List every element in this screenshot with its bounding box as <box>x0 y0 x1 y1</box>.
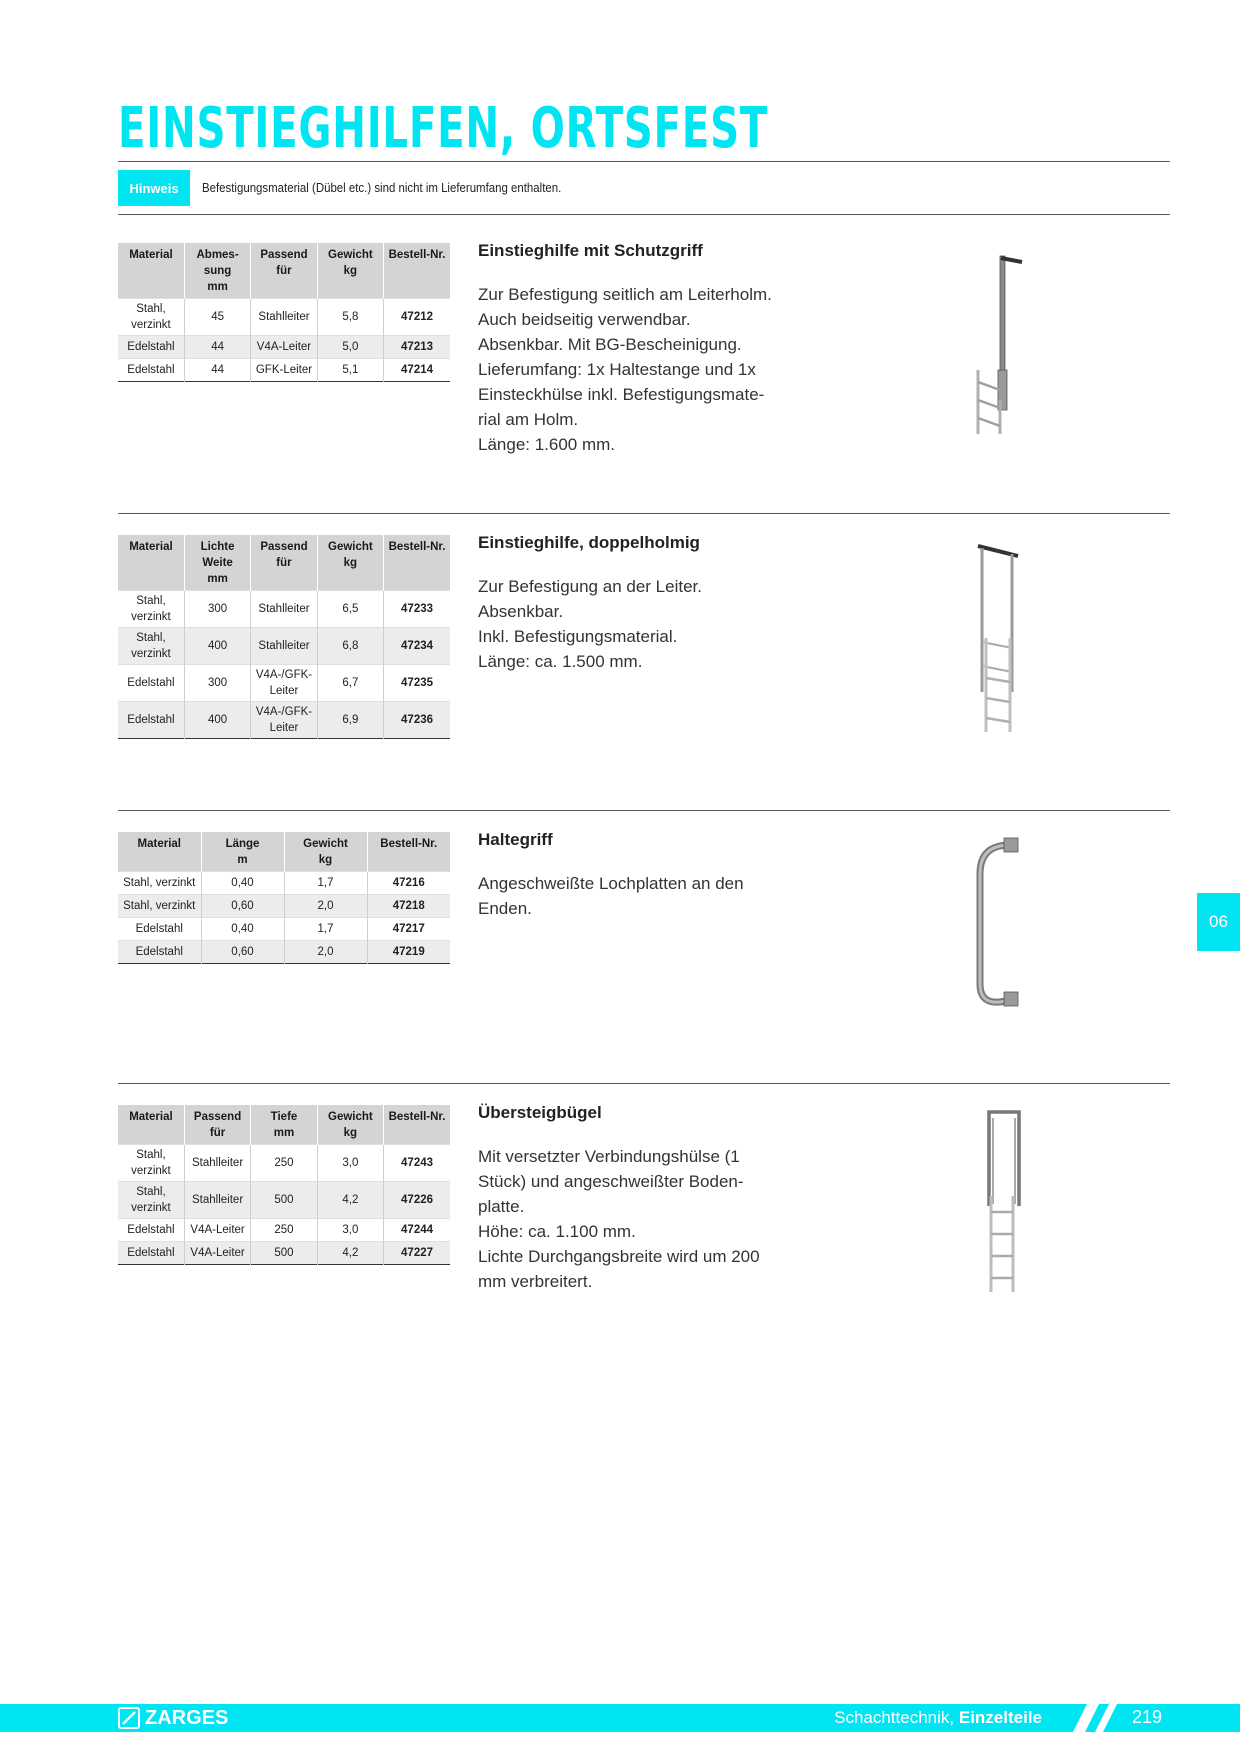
order-number-cell: 47227 <box>384 1242 450 1265</box>
order-number-cell: 47235 <box>384 665 450 702</box>
table-cell: 0,60 <box>201 941 284 964</box>
table-cell: 4,2 <box>317 1182 383 1219</box>
column-header: Bestell-Nr. <box>384 1105 450 1145</box>
description-line: Lichte Durchgangsbreite wird um 200 <box>478 1247 760 1266</box>
table-row <box>118 918 450 941</box>
table-cell: Stahl, verzinkt <box>118 895 201 918</box>
table-cell: Edelstahl <box>118 359 184 382</box>
description-line: Höhe: ca. 1.100 mm. <box>478 1222 636 1241</box>
table-row <box>118 872 450 895</box>
column-header: Gewicht kg <box>317 1105 383 1145</box>
footer-slash-icon <box>1062 1702 1122 1734</box>
table-row <box>118 336 450 359</box>
order-number-cell: 47226 <box>384 1182 450 1219</box>
table-cell: 3,0 <box>317 1219 383 1242</box>
table-cell: Stahl, verzinkt <box>118 591 184 628</box>
column-header: Passend für <box>251 243 317 299</box>
column-header: Gewicht kg <box>317 535 383 591</box>
product-description <box>478 871 838 921</box>
table-row <box>118 1182 450 1219</box>
table-header-row <box>118 832 450 872</box>
table-cell: 250 <box>251 1219 317 1242</box>
spec-table-einstieghilfe-doppelholmig <box>118 535 450 739</box>
table-cell: V4A-Leiter <box>251 336 317 359</box>
table-cell: Edelstahl <box>118 336 184 359</box>
description-line: mm verbreitert. <box>478 1272 593 1291</box>
column-header: Material <box>118 1105 184 1145</box>
table-cell: Edelstahl <box>118 702 184 739</box>
column-header: Bestell-Nr. <box>384 535 450 591</box>
product-description <box>478 1144 838 1294</box>
brand-name: ZARGES <box>145 1706 229 1729</box>
table-cell: 44 <box>184 336 250 359</box>
description-line: Stück) und angeschweißter Boden- <box>478 1172 744 1191</box>
description-line: Zur Befestigung an der Leiter. <box>478 577 702 596</box>
column-header: Material <box>118 535 184 591</box>
description-line: Länge: ca. 1.500 mm. <box>478 652 643 671</box>
table-cell: 45 <box>184 299 250 336</box>
order-number-cell: 47216 <box>367 872 450 895</box>
divider <box>118 161 1170 162</box>
table-row <box>118 665 450 702</box>
table-row <box>118 1219 450 1242</box>
order-number-cell: 47236 <box>384 702 450 739</box>
divider <box>118 214 1170 215</box>
order-number-cell: 47233 <box>384 591 450 628</box>
order-number-cell: 47212 <box>384 299 450 336</box>
table-cell: Stahl, verzinkt <box>118 872 201 895</box>
table-cell: Stahl, verzinkt <box>118 628 184 665</box>
description-line: platte. <box>478 1197 525 1216</box>
product-title: Einstieghilfe, doppelholmig <box>478 533 700 552</box>
order-number-cell: 47213 <box>384 336 450 359</box>
table-cell: 2,0 <box>284 895 367 918</box>
column-header: Passend für <box>184 1105 250 1145</box>
table-cell: 6,7 <box>317 665 383 702</box>
product-image-uebersteigbuegel <box>975 1108 1025 1294</box>
table-cell: Stahlleiter <box>184 1145 250 1182</box>
table-cell: Edelstahl <box>118 665 184 702</box>
spec-table-uebersteigbuegel <box>118 1105 450 1265</box>
description-line: Länge: 1.600 mm. <box>478 435 616 454</box>
spec-table-haltegriff <box>118 832 450 964</box>
product-title: Übersteigbügel <box>478 1103 602 1122</box>
table-cell: 1,7 <box>284 918 367 941</box>
description-line: Einsteckhülse inkl. Befestigungsmate- <box>478 385 765 404</box>
table-cell: 0,40 <box>201 872 284 895</box>
table-cell: 6,8 <box>317 628 383 665</box>
column-header: Länge m <box>201 832 284 872</box>
description-line: Enden. <box>478 899 532 918</box>
table-cell: Stahlleiter <box>251 591 317 628</box>
product-image-haltegriff <box>960 834 1030 1012</box>
table-row <box>118 941 450 964</box>
table-cell: V4A-/GFK- Leiter <box>251 665 317 702</box>
table-cell: 5,8 <box>317 299 383 336</box>
order-number-cell: 47218 <box>367 895 450 918</box>
table-cell: Edelstahl <box>118 941 201 964</box>
table-row <box>118 359 450 382</box>
spec-table-einstieghilfe-schutzgriff <box>118 243 450 382</box>
table-cell: V4A-/GFK- Leiter <box>251 702 317 739</box>
product-description <box>478 282 838 457</box>
table-row <box>118 1145 450 1182</box>
table-header-row <box>118 1105 450 1145</box>
column-header: Lichte Weite mm <box>184 535 250 591</box>
table-cell: Edelstahl <box>118 918 201 941</box>
table-cell: 1,7 <box>284 872 367 895</box>
column-header: Gewicht kg <box>317 243 383 299</box>
table-cell: V4A-Leiter <box>184 1242 250 1265</box>
column-header: Passend für <box>251 535 317 591</box>
order-number-cell: 47217 <box>367 918 450 941</box>
table-cell: Stahl, verzinkt <box>118 1182 184 1219</box>
table-row <box>118 628 450 665</box>
column-header: Bestell-Nr. <box>367 832 450 872</box>
table-row <box>118 702 450 739</box>
chapter-tab: 06 <box>1197 893 1240 951</box>
table-cell: 4,2 <box>317 1242 383 1265</box>
column-header: Abmes- sung mm <box>184 243 250 299</box>
table-cell: 2,0 <box>284 941 367 964</box>
footer-section: Schachttechnik, Einzelteile <box>834 1708 1042 1727</box>
divider <box>118 810 1170 811</box>
note-text: Befestigungsmaterial (Dübel etc.) sind nicht im Lieferumfang enthalten. <box>202 180 562 195</box>
table-cell: Stahl, verzinkt <box>118 1145 184 1182</box>
page-number: 219 <box>1132 1707 1163 1727</box>
table-cell: V4A-Leiter <box>184 1219 250 1242</box>
brand-logo <box>118 1706 228 1730</box>
table-row <box>118 895 450 918</box>
table-cell: 0,60 <box>201 895 284 918</box>
table-cell: 3,0 <box>317 1145 383 1182</box>
description-line: Angeschweißte Lochplatten an den <box>478 874 744 893</box>
table-cell: 5,1 <box>317 359 383 382</box>
table-header-row <box>118 243 450 299</box>
divider <box>118 513 1170 514</box>
product-title: Einstieghilfe mit Schutzgriff <box>478 241 703 260</box>
column-header: Material <box>118 243 184 299</box>
description-line: Auch beidseitig verwendbar. <box>478 310 691 329</box>
table-cell: 300 <box>184 591 250 628</box>
table-cell: Edelstahl <box>118 1242 184 1265</box>
table-row <box>118 299 450 336</box>
column-header: Material <box>118 832 201 872</box>
table-cell: 500 <box>251 1182 317 1219</box>
description-line: Zur Befestigung seitlich am Leiterholm. <box>478 285 772 304</box>
table-cell: Stahlleiter <box>251 628 317 665</box>
column-header: Tiefe mm <box>251 1105 317 1145</box>
description-line: rial am Holm. <box>478 410 579 429</box>
table-cell: 300 <box>184 665 250 702</box>
description-line: Absenkbar. Mit BG-Bescheinigung. <box>478 335 742 354</box>
order-number-cell: 47243 <box>384 1145 450 1182</box>
column-header: Bestell-Nr. <box>384 243 450 299</box>
table-cell: 400 <box>184 628 250 665</box>
column-header: Gewicht kg <box>284 832 367 872</box>
table-cell: Stahlleiter <box>184 1182 250 1219</box>
product-image-einstieghilfe-schutzgriff <box>960 250 1030 436</box>
table-cell: Edelstahl <box>118 1219 184 1242</box>
order-number-cell: 47234 <box>384 628 450 665</box>
table-cell: 250 <box>251 1145 317 1182</box>
table-cell: 0,40 <box>201 918 284 941</box>
note-badge: Hinweis <box>118 170 190 206</box>
table-row <box>118 591 450 628</box>
table-cell: 44 <box>184 359 250 382</box>
table-cell: Stahlleiter <box>251 299 317 336</box>
product-image-einstieghilfe-doppelholmig <box>960 542 1030 734</box>
description-line: Absenkbar. <box>478 602 564 621</box>
table-row <box>118 1242 450 1265</box>
description-line: Lieferumfang: 1x Haltestange und 1x <box>478 360 756 379</box>
description-line: Mit versetzter Verbindungshülse (1 <box>478 1147 740 1166</box>
divider <box>118 1083 1170 1084</box>
order-number-cell: 47244 <box>384 1219 450 1242</box>
table-cell: 500 <box>251 1242 317 1265</box>
table-header-row <box>118 535 450 591</box>
zarges-logo-icon <box>118 1707 140 1729</box>
description-line: Inkl. Befestigungsmaterial. <box>478 627 678 646</box>
table-cell: 400 <box>184 702 250 739</box>
table-cell: 5,0 <box>317 336 383 359</box>
order-number-cell: 47214 <box>384 359 450 382</box>
table-cell: GFK-Leiter <box>251 359 317 382</box>
product-description <box>478 574 838 674</box>
order-number-cell: 47219 <box>367 941 450 964</box>
product-title: Haltegriff <box>478 830 553 849</box>
table-cell: Stahl, verzinkt <box>118 299 184 336</box>
page-title: EINSTIEGHILFEN, ORTSFEST <box>118 96 769 161</box>
table-cell: 6,5 <box>317 591 383 628</box>
table-cell: 6,9 <box>317 702 383 739</box>
